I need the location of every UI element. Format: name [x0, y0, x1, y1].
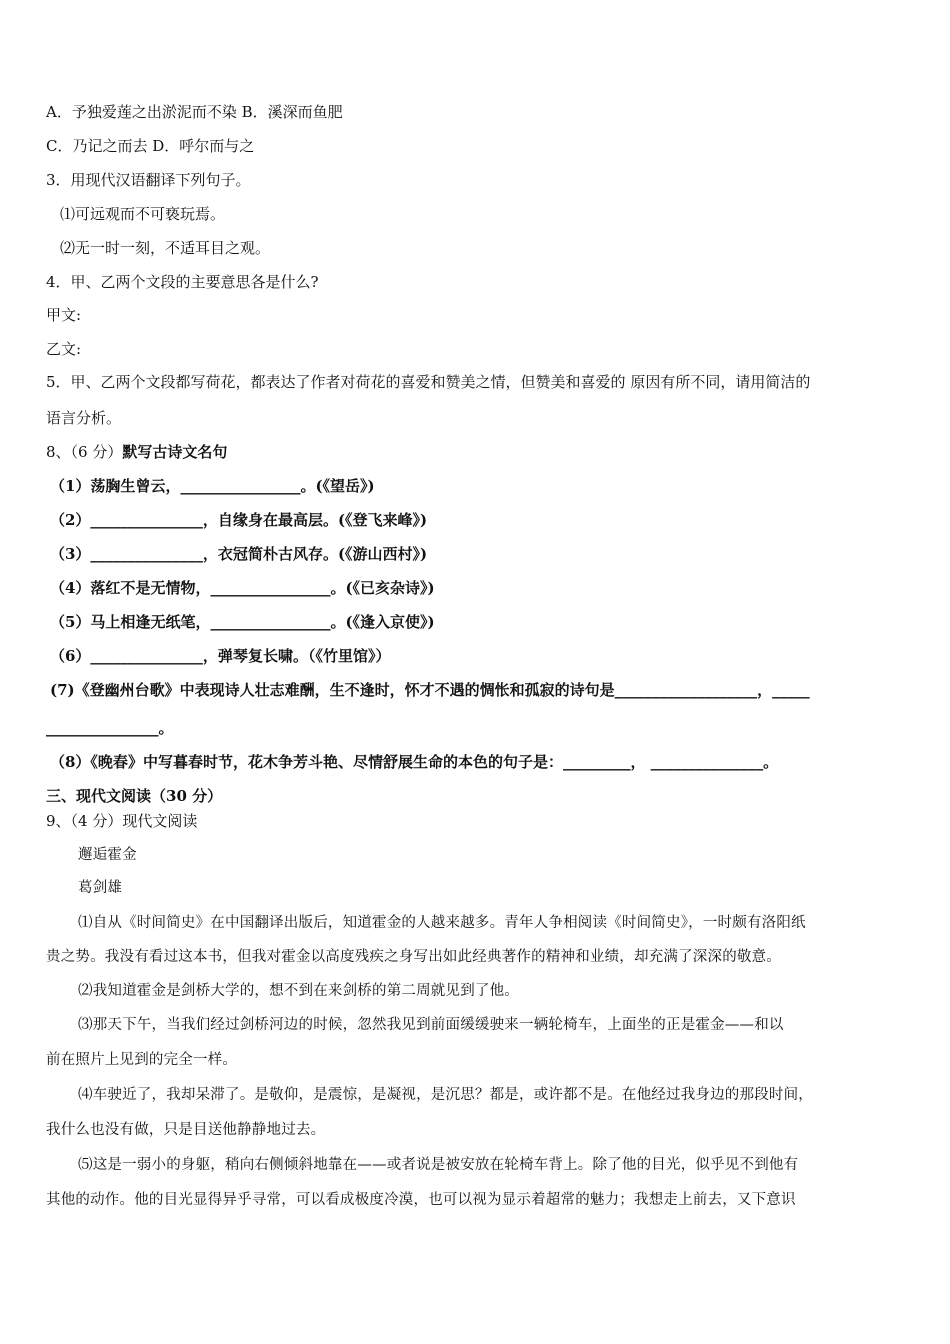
q4-answer-a-label: 甲文:	[46, 306, 82, 324]
paragraph-line: 前在照片上见到的完全一样。	[46, 1052, 238, 1068]
q2-options-line-1: A．予独爱莲之出淤泥而不染 B．溪深而鱼肥	[46, 103, 343, 121]
q3-sentence-2: ⑵无一时一刻，不适耳目之观。	[60, 239, 271, 257]
paragraph-line: 我什么也没有做，只是目送他静静地过去。	[46, 1122, 326, 1138]
q9-heading	[46, 811, 197, 831]
paragraph-line: ⑶那天下午，当我们经过剑桥河边的时候，忽然我见到前面缓缓驶来一辆轮椅车，上面坐的正是霍金——和以	[78, 1017, 784, 1033]
q2-options-line-2: C．乃记之而去 D．呼尔而与之	[46, 137, 255, 155]
q5-line-1: 5．甲、乙两个文段都写荷花，都表达了作者对荷花的喜爱和赞美之情，但赞美和喜爱的 原因有所不同，请用简洁的	[46, 373, 811, 391]
q5-line-2: 语言分析。	[46, 409, 122, 427]
q8-title: 默写古诗文名句	[122, 443, 228, 461]
article-title: 邂逅霍金	[78, 847, 137, 863]
q8-number: 8、（6 分）	[46, 443, 123, 461]
q9-title: 现代文阅读	[122, 812, 198, 830]
q3-title: 3．用现代汉语翻译下列句子。	[46, 171, 251, 189]
paragraph-line: ⑸这是一弱小的身躯，稍向右侧倾斜地靠在——或者说是被安放在轮椅车背上。除了他的目光，似乎见不到他有	[78, 1157, 799, 1173]
q8-item-4: （4）落红不是无情物，________________。(《已亥杂诗》)	[50, 579, 435, 597]
q8-item-7: (7)《登幽州台歌》中表现诗人壮志难酬，生不逢时，怀才不遇的惆怅和孤寂的诗句是___________________，_____	[50, 681, 810, 699]
q8-heading	[46, 442, 227, 462]
article-author: 葛剑雄	[78, 880, 123, 896]
q8-item-7-continued: _______________。	[46, 719, 174, 737]
paragraph-line: 贵之势。我没有看过这本书，但我对霍金以高度残疾之身写出如此经典著作的精神和业绩，却充满了深深的敬意。	[46, 949, 781, 965]
q8-item-5: （5）马上相逢无纸笔，________________。(《逢入京使》)	[50, 613, 435, 631]
paragraph-line: ⑷车驶近了，我却呆滞了。是敬仰，是震惊，是凝视，是沉思？都是，或许都不是。在他经过我身边的那段时间，	[78, 1087, 813, 1103]
q8-item-1: （1）荡胸生曾云，________________。(《望岳》)	[50, 477, 375, 495]
q9-number: 9、（4 分）	[46, 812, 123, 830]
q8-item-8: （8）《晚春》中写暮春时节，花木争芳斗艳、尽情舒展生命的本色的句子是：_________， _______________。	[50, 753, 779, 771]
q8-item-2: （2）_______________，自缘身在最高层。(《登飞来峰》)	[50, 511, 428, 529]
q8-item-3: （3）_______________，衣冠简朴古风存。(《游山西村》)	[50, 545, 428, 563]
paragraph-line: ⑵我知道霍金是剑桥大学的，想不到在来剑桥的第二周就见到了他。	[78, 983, 519, 999]
paragraph-line: ⑴自从《时间简史》在中国翻译出版后，知道霍金的人越来越多。青年人争相阅读《时间简史》，一时颇有洛阳纸	[78, 915, 806, 931]
section-3-heading: 三、现代文阅读（30 分）	[46, 787, 223, 805]
q4-title: 4．甲、乙两个文段的主要意思各是什么?	[46, 273, 319, 291]
q3-sentence-1: ⑴可远观而不可亵玩焉。	[60, 205, 226, 223]
q8-item-6: （6）_______________，弹琴复长啸。（《竹里馆》）	[50, 647, 391, 665]
paragraph-line: 其他的动作。他的目光显得异乎寻常，可以看成极度冷漠，也可以视为显示着超常的魅力；我想走上前去，又下意识	[46, 1192, 796, 1208]
q4-answer-b-label: 乙文:	[46, 340, 82, 358]
